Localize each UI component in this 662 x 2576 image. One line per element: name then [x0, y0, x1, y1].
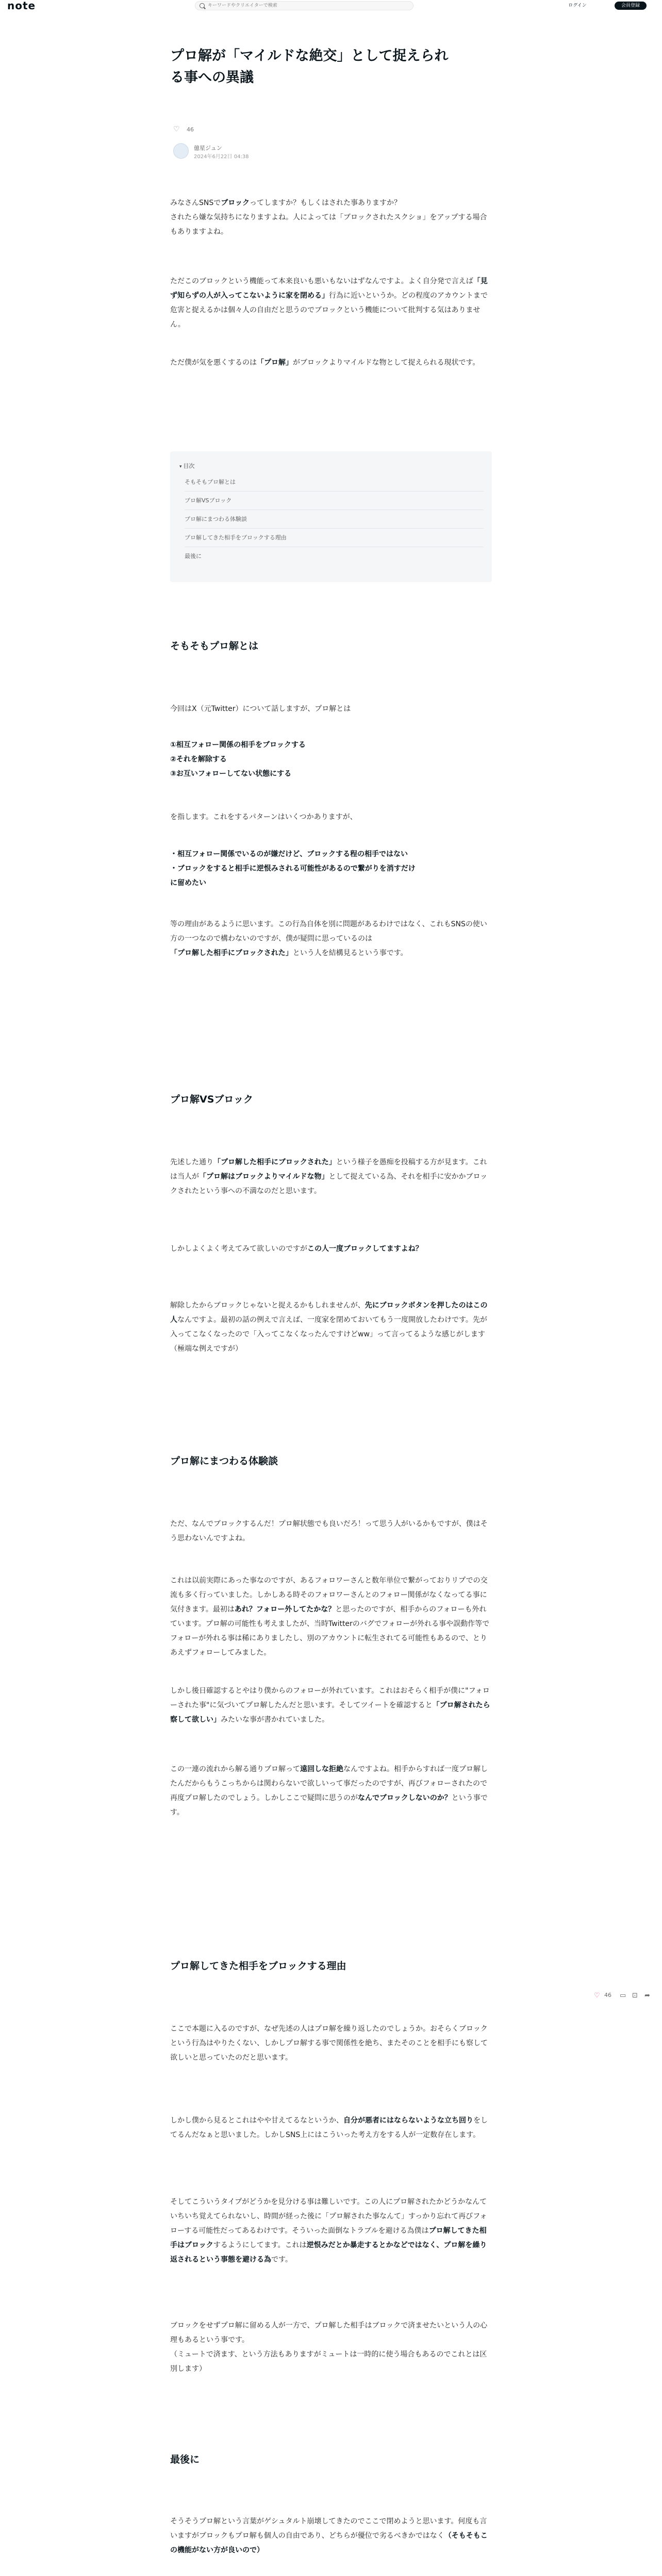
floating-actions [594, 1992, 656, 2004]
like-count: 46 [604, 1992, 611, 1998]
toc-item[interactable]: プロ解VSブロック [185, 492, 484, 510]
search-icon [200, 3, 205, 8]
section-heading: プロ解してきた相手をブロックする理由 [170, 1960, 346, 1972]
intro-paragraph: みなさんSNSでブロックってしますか？もしくはされた事ありますか？ されたら嫌な気持ちになりますよね。人によっては「ブロックされたスクショ」をアップする場合もありますよね。 [170, 199, 487, 236]
toc-item[interactable]: プロ解してきた相手をブロックする理由 [185, 529, 484, 547]
table-of-contents [170, 451, 492, 582]
paragraph: を指します。これをするパターンはいくつかありますが、 [170, 813, 357, 821]
paragraph: ブロックをせずプロ解に留める人が一方で、プロ解した相手はブロックで済ませたいという人の心理もあるという事です。 （ミュートで済ます、という方法もありますがミュートは一時的に使う場合もあるのでこれとは区別します） [170, 2321, 488, 2373]
paragraph: 等の理由があるように思います。この行為自体を別に問題があるわけではなく、これもSNSの使い方の一つなので構わないのですが、僕が疑問に思っているのは「プロ解した相手にブロックされた」という人を結構見るという事です。 [170, 920, 487, 957]
like-summary[interactable] [173, 125, 194, 133]
toc-item[interactable]: 最後に [185, 553, 202, 560]
paragraph: 今回はX（元Twitter）について話しますが、プロ解とは [170, 705, 351, 713]
heart-icon: ♡ [173, 125, 180, 133]
like-count: 46 [187, 126, 194, 133]
login-button[interactable]: ログイン [562, 2, 593, 10]
heart-icon[interactable]: ♡ [594, 1992, 600, 1999]
paragraph: この一連の流れから解る通りプロ解って遠回しな拒絶なんですよね。相手からすれば一度プロ解したんだからもうこっちからは関わらないで欲しいって事だったのですが、再びフォローされたので再度プロ解したのでしょう。しかしここで疑問に思うのがなんでブロックしないのか？という事です。 [170, 1765, 488, 1817]
toc-item[interactable]: プロ解にまつわる体験談 [185, 510, 484, 529]
title-line: る事への異議 [170, 70, 254, 86]
intro-paragraph: ただこのブロックという機能って本来良いも悪いもないはずなんですよ。よく自分発で言えば「見ず知らずの人が入ってこないように家を閉める」行為に近いというか。どの程度のアカウントまで危害と捉えるかは個々人の自由だと思うのでブロックという機能について批判する気はありません。 [170, 277, 488, 329]
toc-item[interactable]: そもそもプロ解とは [185, 473, 484, 492]
note-logo[interactable]: note [7, 0, 36, 12]
paragraph: 先述した通り「プロ解した相手にブロックされた」という様子を愚痴を投稿する方が見ます。これは当人が「プロ解はブロックよりマイルドな物」として捉えている為、それを相手に安かかブロックされたという事への不満なのだと思います。 [170, 1158, 488, 1195]
section-heading: プロ解にまつわる体験談 [170, 1455, 278, 1467]
section-heading: 最後に [170, 2454, 200, 2465]
toc-title[interactable]: ▾ 目次 [179, 462, 194, 470]
bullet-list: ・相互フォロー関係でいるのが嫌だけど、ブロックする程の相手ではない ・ブロックをすると相手に逆恨みされる可能性があるので繋がりを消すだけ に留めたい [170, 850, 416, 887]
paragraph: これは以前実際にあった事なのですが、あるフォロワーさんと数年単位で繋がっておりリプでの交流も多く行っていました。しかしある時そのフォロワーさんとのフォロー関係がなくなってる事に気付きます。最初はあれ？フォロー外してたかな？と思ったのですが、相手からのフォローも外れています。プロ解の可能性も考えましたが、当時Twitterのバグでフォローが外れる事や誤動作等でフォローが外れる事は稀にありましたし、別のアカウントに転生されてる可能性もあるので、とりあえずフォローしてみました。 [170, 1577, 490, 1657]
share-icon[interactable]: ➦ [644, 1992, 650, 1999]
section-heading: プロ解VSブロック [170, 1094, 254, 1105]
bookmark-icon[interactable]: ⊡ [632, 1992, 638, 1999]
paragraph: しかし僕から見るとこれはやや甘えてるなというか、自分が悪者にはならないような立ち回りをしてるんだなぁと思いました。しかしSNS上にはこういった考え方をする人が一定数存在します。 [170, 2116, 488, 2139]
paragraph: そしてこういうタイプがどうかを見分ける事は難しいです。この人にプロ解されたかどうかなんていちいち覚えてられないし、時間が経った後に「プロ解された事なんて」すっかり忘れて再びフォローする可能性だってあるわけです。そういった面倒なトラブルを避ける為僕はプロ解してきた相手はブロックするようにしてます。これは逆恨みだとか暴走するとかなどではなく、プロ解を繰り返されるという事態を避ける為です。 [170, 2198, 487, 2264]
section-heading: そもそもプロ解とは [170, 640, 259, 652]
signup-button[interactable]: 会員登録 [615, 2, 647, 10]
paragraph: 解除したからブロックじゃないと捉えるかもしれませんが、先にブロックボタンを押したのはこの人なんですよ。最初の話の例えで言えば、一度家を閉めておいてもう一度開放したわけです。先が入ってこなくなったので「入ってこなくなったんですけどww」って言ってるような感じがします（極端な例えですが） [170, 1301, 488, 1353]
search-box[interactable] [195, 1, 413, 10]
header [0, 0, 662, 11]
paragraph: しかし後日確認するとやはり僕からのフォローが外れています。これはおそらく相手が僕に"フォローされた事"に気づいてプロ解したんだと思います。そしてツイートを確認すると「プロ解されたら察して欲しい」みたいな事が書かれていました。 [170, 1687, 490, 1724]
title-line: プロ解が「マイルドな絶交」として捉えられ [170, 48, 449, 64]
publish-date: 2024年6月22日 04:38 [194, 154, 249, 160]
intro-paragraph: ただ僕が気を悪くするのは「プロ解」がブロックよりマイルドな物として捉えられる現状です。 [170, 359, 480, 367]
bullet-list: ①相互フォロー関係の相手をブロックする ②それを解除する ③お互いフォローしてない状態にする [170, 741, 306, 778]
comment-icon[interactable]: ▭ [620, 1992, 626, 1999]
paragraph: ただ、なんでブロックするんだ！プロ解状態でも良いだろ！って思う人がいるかもですが、僕はそう思わないんですよね。 [170, 1520, 488, 1543]
author-block[interactable] [173, 143, 431, 164]
paragraph: そうそうプロ解という言葉がゲシュタルト崩壊してきたのでここで閉めようと思います。何度も言いますがブロックもプロ解も個人の自由であり、どちらが優位で劣るべきかではなく（そもそもこの機能がない方が良いので） [170, 2517, 488, 2554]
author-name[interactable]: 億星ジュン [194, 145, 222, 151]
paragraph: しかしよくよく考えてみて欲しいのですがこの人一度ブロックしてますよね？ [170, 1245, 423, 1253]
avatar[interactable] [173, 143, 189, 159]
paragraph: ここで本題に入るのですが、なぜ先述の人はプロ解を繰り返したのでしょうか。おそらくブロックという行為はやりたくない、しかしプロ解する事で関係性を絶ち、またそのことを相手にも察して欲しいと思っていたのだと思います。 [170, 2025, 488, 2062]
search-input[interactable] [208, 2, 404, 10]
article-title [170, 45, 492, 89]
